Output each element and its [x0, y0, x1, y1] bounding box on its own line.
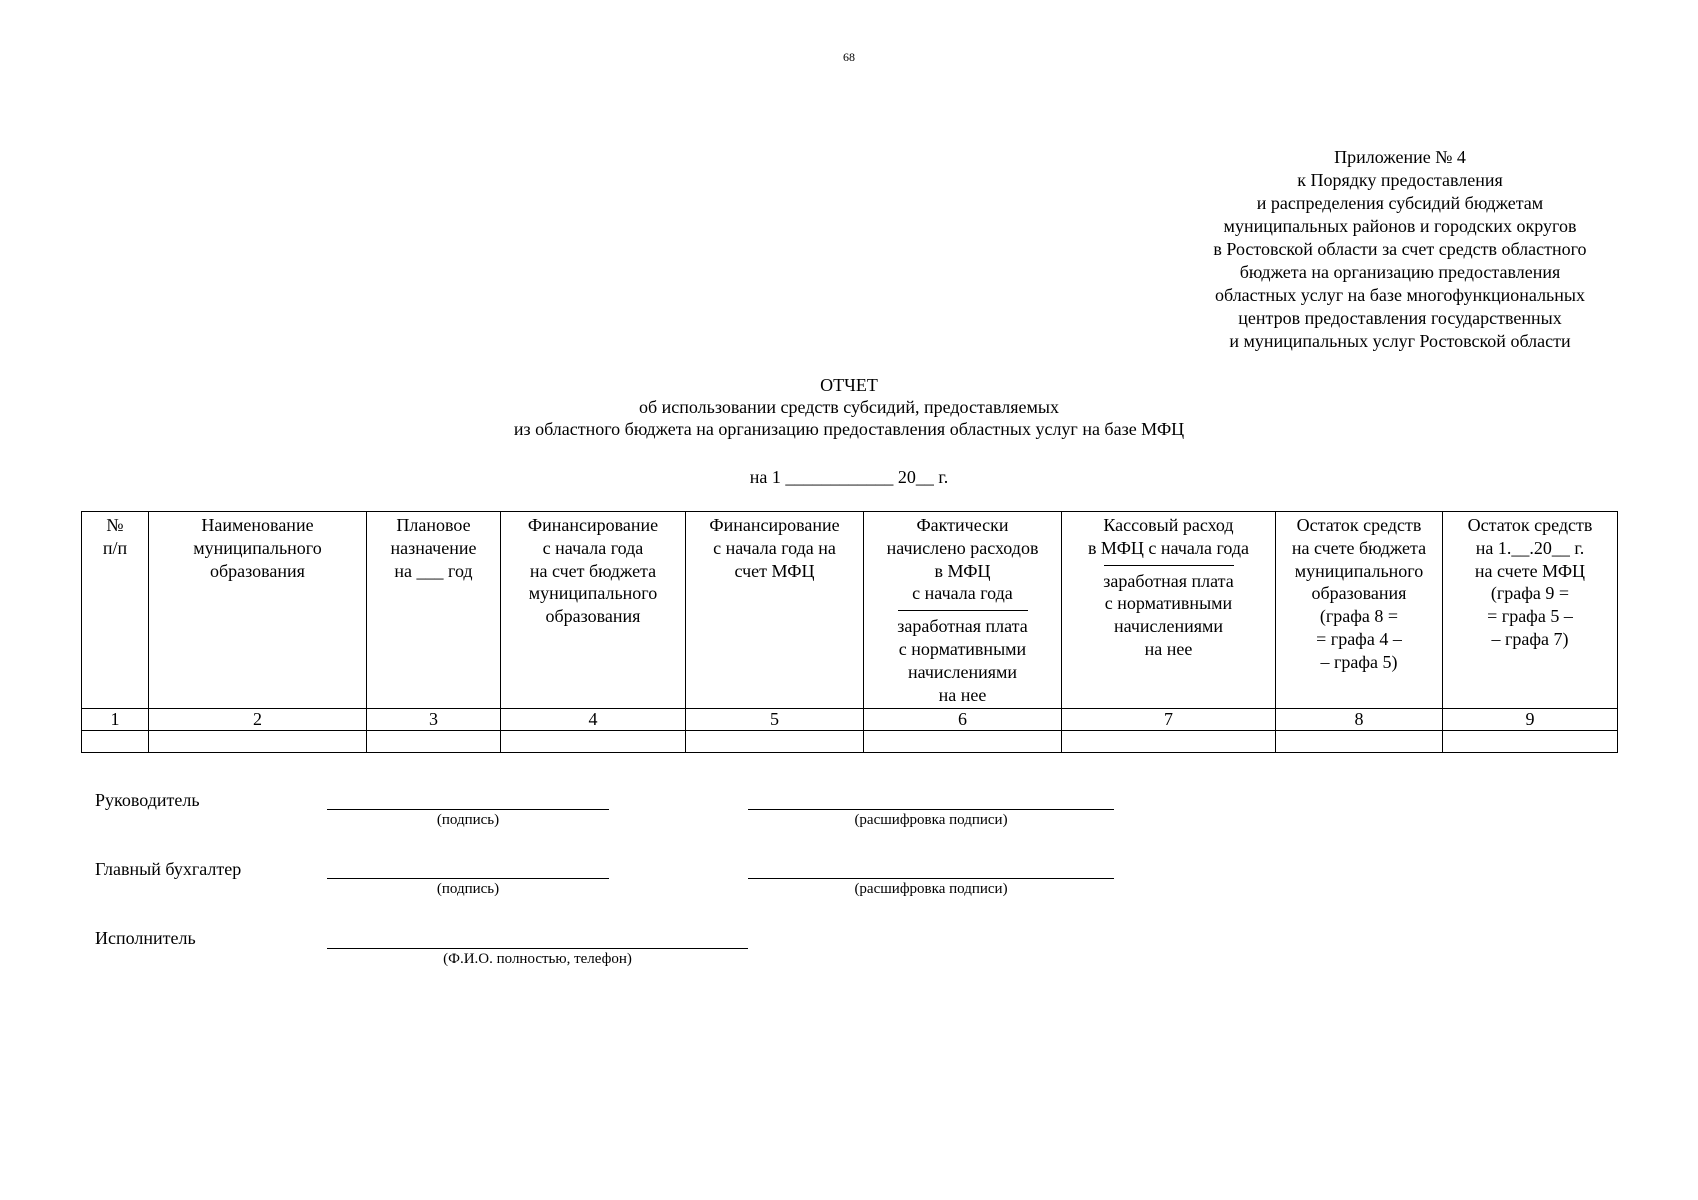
- table-cell: [149, 731, 367, 753]
- chief-accountant-signature-caption: (подпись): [436, 881, 500, 897]
- column-number: 4: [501, 709, 686, 731]
- chief-accountant-signature-line: [327, 878, 609, 879]
- report-table: [81, 511, 1618, 753]
- appendix-line: областных услуг на базе многофункциональных: [1214, 285, 1585, 305]
- header-balance-municipal-budget: Остаток средств на счете бюджета муниципального образования (графа 8 = = графа 4 – – графа 5): [1276, 512, 1443, 709]
- table-cell: [82, 731, 149, 753]
- table-cell: [1276, 731, 1443, 753]
- header-cash-expense: Кассовый расход в МФЦ с начала года заработная плата с нормативными начислениями на нее: [1062, 512, 1276, 709]
- appendix-line: центров предоставления государственных: [1238, 308, 1562, 328]
- header-divider-line: [898, 610, 1028, 611]
- head-decode-caption: (расшифровка подписи): [854, 812, 1008, 828]
- header-divider-line: [1104, 565, 1234, 566]
- head-signature-caption: (подпись): [436, 812, 500, 828]
- column-number: 7: [1062, 709, 1276, 731]
- table-cell: [1062, 731, 1276, 753]
- header-funding-municipal-budget: Финансирование с начала года на счет бюджета муниципального образования: [501, 512, 686, 709]
- table-cell: [501, 731, 686, 753]
- header-funding-mfc-account: Финансирование с начала года на счет МФЦ: [686, 512, 864, 709]
- appendix-block: [1170, 146, 1630, 353]
- column-number: 3: [367, 709, 501, 731]
- column-number: 5: [686, 709, 864, 731]
- appendix-line: и муниципальных услуг Ростовской области: [1229, 331, 1571, 351]
- header-municipality-name: Наименование муниципального образования: [149, 512, 367, 709]
- header-balance-mfc-account: Остаток средств на 1.__.20__ г. на счете МФЦ (графа 9 = = графа 5 – – графа 7): [1443, 512, 1618, 709]
- head-decode-line: [748, 809, 1114, 810]
- table-cell: [1443, 731, 1618, 753]
- report-date: на 1 ____________ 20__ г.: [749, 467, 949, 487]
- appendix-line: муниципальных районов и городских округов: [1223, 216, 1577, 236]
- appendix-line: Приложение № 4: [1334, 147, 1466, 167]
- appendix-line: в Ростовской области за счет средств областного: [1213, 239, 1587, 259]
- header-planned-allocation: Плановое назначение на ___ год: [367, 512, 501, 709]
- table-cell: [367, 731, 501, 753]
- column-number: 2: [149, 709, 367, 731]
- chief-accountant-decode-caption: (расшифровка подписи): [854, 881, 1008, 897]
- header-actual-accrued-expenses: Фактически начислено расходов в МФЦ с начала года заработная плата с нормативными начислениями на нее: [864, 512, 1062, 709]
- appendix-line: и распределения субсидий бюджетам: [1256, 193, 1544, 213]
- head-signature-line: [327, 809, 609, 810]
- chief-accountant-decode-line: [748, 878, 1114, 879]
- executor-label: Исполнитель: [95, 928, 196, 948]
- table-cell: [686, 731, 864, 753]
- column-number-row: [82, 709, 1618, 731]
- column-number: 6: [864, 709, 1062, 731]
- executor-caption: (Ф.И.О. полностью, телефон): [443, 951, 632, 967]
- appendix-line: к Порядку предоставления: [1297, 170, 1503, 190]
- report-title-block: [0, 374, 1698, 440]
- report-subtitle: из областного бюджета на организацию предоставления областных услуг на базе МФЦ: [513, 419, 1185, 439]
- executor-line: [327, 948, 748, 949]
- page-number: 68: [843, 50, 855, 64]
- chief-accountant-label: Главный бухгалтер: [95, 859, 242, 879]
- column-number: 1: [82, 709, 149, 731]
- table-cell: [864, 731, 1062, 753]
- report-title: ОТЧЕТ: [820, 375, 878, 395]
- head-label: Руководитель: [95, 790, 200, 810]
- column-number: 9: [1443, 709, 1618, 731]
- table-row-empty: [82, 731, 1618, 753]
- table-header-row: [82, 512, 1618, 709]
- appendix-line: бюджета на организацию предоставления: [1239, 262, 1561, 282]
- header-number: № п/п: [82, 512, 149, 709]
- report-subtitle: об использовании средств субсидий, предоставляемых: [638, 397, 1060, 417]
- column-number: 8: [1276, 709, 1443, 731]
